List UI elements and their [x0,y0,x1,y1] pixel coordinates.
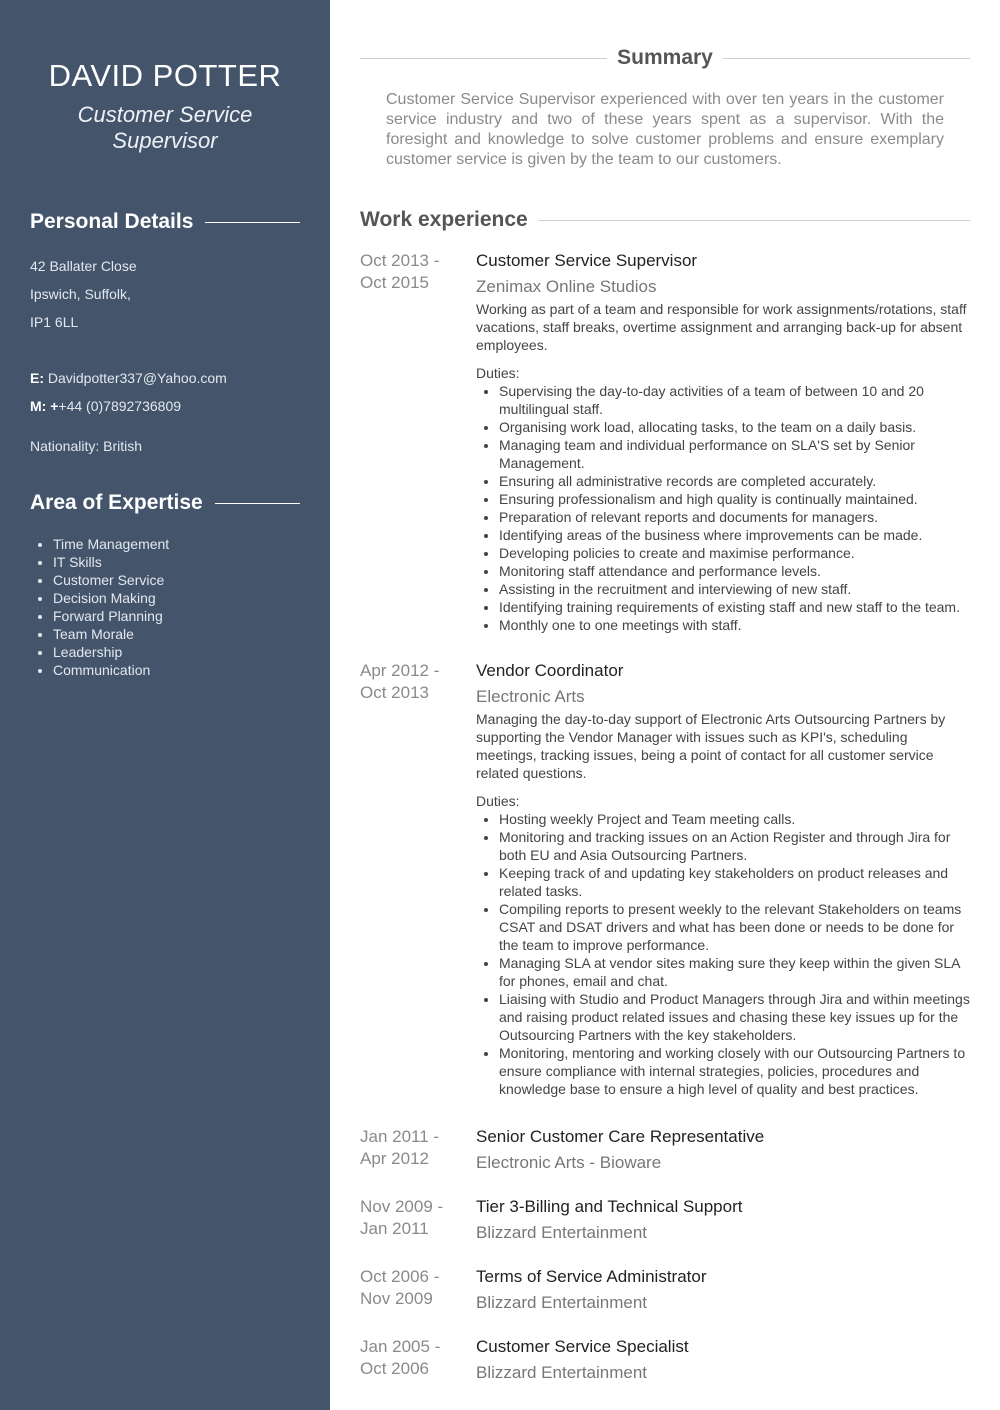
list-item: • Assisting in the recruitment and interviewing of new staff. [499,580,970,598]
list-item: • Managing SLA at vendor sites making sure they keep within the given SLA for phones, email and chat. [499,954,970,990]
job-end: Jan 2011 [360,1219,429,1238]
work-experience-heading [360,208,970,232]
email-value[interactable]: Davidpotter337@Yahoo.com [47,370,227,386]
job-end: Oct 2013 [360,683,429,702]
job-title: Tier 3-Billing and Technical Support [476,1197,743,1216]
nationality: Nationality: British [30,438,143,454]
list-item: • Team Morale [53,625,300,643]
job-company: Blizzard Entertainment [476,1223,648,1242]
duties-list [476,382,970,634]
summary-heading-text: Summary [617,46,713,69]
expertise-list [30,535,300,679]
job-dates [360,1266,476,1314]
job-end: Oct 2015 [360,273,429,292]
list-item: • Monitoring, mentoring and working closely with our Outsourcing Partners to ensure compliance with internal strategies, policies, procedures and knowledge base to ensure a high level of quality and best practices. [499,1044,970,1098]
list-item: • Identifying areas of the business where improvements can be made. [499,526,970,544]
job-company: Blizzard Entertainment [476,1363,648,1382]
job-title: Senior Customer Care Representative [476,1127,765,1146]
list-item: • Monitoring and tracking issues on an Action Register and through Jira for both EU and Asia Outsourcing Partners. [499,828,970,864]
list-item: • Time Management [53,535,300,553]
phone-value[interactable]: +44 (0)7892736809 [58,398,182,414]
list-item: • Forward Planning [53,607,300,625]
list-item: • Ensuring professionalism and high quality is continually maintained. [499,490,970,508]
job-body [476,1126,970,1174]
personal-details-heading-text: Personal Details [30,210,194,233]
main-content [360,0,970,1384]
job-end: Apr 2012 [360,1149,429,1168]
job-entry [360,660,970,1098]
duties-label: Duties: [476,365,520,381]
job-dates [360,1336,476,1384]
phone-label: M: [30,398,47,414]
job-dates [360,660,476,1098]
job-entry [360,250,970,634]
duties-list [476,810,970,1098]
summary-text: Customer Service Supervisor experienced with over ten years in the customer service industry and two of these years spent as a supervisor. With the foresight and knowledge to solve customer problems and ensure exemplary customer service is given by the team to our customers. [386,91,944,168]
job-entry [360,1196,970,1244]
duties-label: Duties: [476,793,520,809]
job-start: Nov 2009 - [360,1197,444,1216]
list-item: • Supervising the day-to-day activities of a team of between 10 and 20 multilingual staff. [499,382,970,418]
job-body [476,660,970,1098]
job-body [476,1336,970,1384]
address [30,252,300,336]
heading-divider [215,503,300,504]
list-item: • Customer Service [53,571,300,589]
list-item: • Keeping track of and updating key stakeholders on product releases and related tasks. [499,864,970,900]
list-item: • Communication [53,661,300,679]
job-end: Nov 2009 [360,1289,433,1308]
job-company: Zenimax Online Studios [476,277,657,296]
list-item: • Compiling reports to present weekly to the relevant Stakeholders on teams CSAT and DSAT drivers and what has been done or needs to be done for the team to improve performance. [499,900,970,954]
address-line: Ipswich, Suffolk, [30,286,131,302]
list-item: • Decision Making [53,589,300,607]
personal-details-heading [30,210,300,234]
heading-divider [360,58,607,59]
job-start: Jan 2011 - [360,1127,440,1146]
summary-heading [360,46,970,70]
job-entry [360,1336,970,1384]
job-title: Customer Service Supervisor [476,251,698,270]
list-item: • Leadership [53,643,300,661]
contact-info [30,364,300,420]
phone-row: M: ++44 (0)7892736809 [30,398,182,414]
job-end: Oct 2006 [360,1359,429,1378]
job-company: Electronic Arts [476,687,585,706]
job-body [476,250,970,634]
job-start: Apr 2012 - [360,661,440,680]
address-line: IP1 6LL [30,314,79,330]
list-item: • Ensuring all administrative records are completed accurately. [499,472,970,490]
sidebar [0,0,330,1410]
address-line: 42 Ballater Close [30,258,137,274]
job-title: Vendor Coordinator [476,661,624,680]
job-title: Terms of Service Administrator [476,1267,707,1286]
job-dates [360,1126,476,1174]
job-body [476,1266,970,1314]
job-start: Oct 2006 - [360,1267,440,1286]
expertise-heading [30,491,300,515]
job-company: Blizzard Entertainment [476,1293,648,1312]
job-entry [360,1266,970,1314]
list-item: • Monthly one to one meetings with staff. [499,616,970,634]
job-description: Managing the day-to-day support of Electronic Arts Outsourcing Partners by supporting the Vendor Manager with issues such as KPI's, scheduling meetings, tracking issues, being a point of contact for all customer service related questions. [476,711,946,781]
job-body [476,1196,970,1244]
heading-divider [538,220,970,221]
list-item: • Preparation of relevant reports and documents for managers. [499,508,970,526]
list-item: • Identifying training requirements of existing staff and new staff to the team. [499,598,970,616]
list-item: • Hosting weekly Project and Team meeting calls. [499,810,970,828]
job-entry [360,1126,970,1174]
heading-divider [723,58,970,59]
list-item: • Liaising with Studio and Product Managers through Jira and within meetings and raising product related issues and chasing these key issues up for the Outsourcing Partners with the key stakeholders. [499,990,970,1044]
list-item: • Monitoring staff attendance and performance levels. [499,562,970,580]
job-description: Working as part of a team and responsible for work assignments/rotations, staff vacations, staff breaks, overtime assignment and arranging back-up for absent employees. [476,301,967,353]
candidate-role: Customer Service Supervisor [77,102,253,153]
job-dates [360,1196,476,1244]
list-item: • IT Skills [53,553,300,571]
list-item: • Organising work load, allocating tasks, to the team on a daily basis. [499,418,970,436]
email-label: E: [30,370,44,386]
job-dates [360,250,476,634]
work-experience-heading-text: Work experience [360,208,528,231]
job-company: Electronic Arts - Bioware [476,1153,662,1172]
list-item: • Managing team and individual performance on SLA'S set by Senior Management. [499,436,970,472]
job-title: Customer Service Specialist [476,1337,689,1356]
expertise-heading-text: Area of Expertise [30,491,203,514]
job-start: Oct 2013 - [360,251,440,270]
list-item: • Developing policies to create and maximise performance. [499,544,970,562]
candidate-name: DAVID POTTER [48,58,282,93]
email-row [30,364,300,392]
heading-divider [205,222,300,223]
job-start: Jan 2005 - [360,1337,441,1356]
